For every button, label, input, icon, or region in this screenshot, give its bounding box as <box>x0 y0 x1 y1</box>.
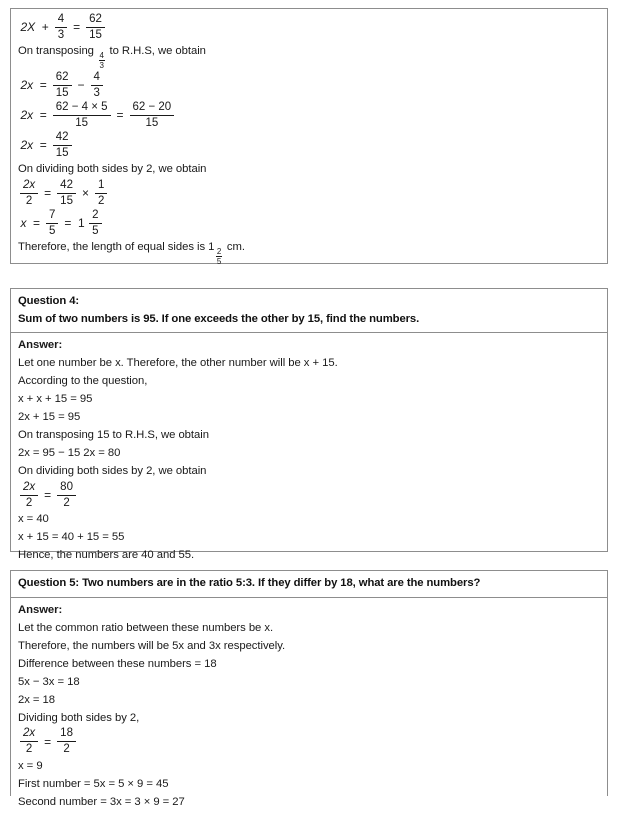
equation-2x-equals-62-minus-4x5-over-15 <box>18 100 601 130</box>
fraction-numerator: 2x <box>23 480 36 493</box>
fraction-numerator: 18 <box>60 727 73 739</box>
fraction-numerator: 62 <box>89 12 102 25</box>
fraction-bar <box>86 27 105 28</box>
fraction <box>53 71 72 100</box>
math-operator: = <box>39 108 47 122</box>
fraction <box>91 71 103 100</box>
fraction-bar <box>89 223 101 224</box>
answer-body-question-5 <box>11 598 607 816</box>
math-operator: − <box>77 78 85 92</box>
step-5x-minus-3x-equals-18: 5x − 3x = 18 <box>18 675 80 688</box>
fraction-denominator: 2 <box>63 496 70 509</box>
fraction-numerator: 42 <box>60 178 73 191</box>
equation-x-equals-7-5-equals-1-and-2-5 <box>18 208 601 238</box>
sentence-text-after: to R.H.S, we obtain <box>106 45 206 57</box>
fraction-bar <box>57 193 76 194</box>
fraction <box>53 101 111 130</box>
dividing-both-sides-by-2-statement: On dividing both sides by 2, we obtain <box>18 163 207 175</box>
transposing-4-3-statement <box>18 42 601 70</box>
fraction <box>89 209 101 238</box>
step-let-one-number-be-x: Let one number be x. Therefore, the other number will be x + 15. <box>18 357 338 369</box>
step-numbers-are-5x-and-3x: Therefore, the numbers will be 5x and 3x respectively. <box>18 639 286 652</box>
math-operator: × <box>81 186 89 200</box>
fraction-bar <box>20 495 38 496</box>
equation-2x-over-2-equals-42-15-times-half <box>18 178 601 208</box>
step-x-equals-9: x = 9 <box>18 759 43 772</box>
fraction-numerator: 4 <box>93 70 100 83</box>
fraction-bar <box>95 193 107 194</box>
math-operator: = <box>44 734 52 749</box>
step-difference-equals-18: Difference between these numbers = 18 <box>18 657 217 670</box>
fraction <box>57 727 76 756</box>
fraction-denominator: 15 <box>55 86 69 99</box>
question-header-line-1: Question 5: Two numbers are in the ratio 5:3. If they differ by 18, what are the numbers? <box>18 577 481 589</box>
equation-2x-over-2-equals-80-over-2 <box>18 480 601 510</box>
fraction-numerator: 62 − 20 <box>132 100 172 113</box>
math-operator: = <box>44 488 52 502</box>
math-operator: = <box>39 78 47 92</box>
fraction-denominator: 2 <box>97 194 105 207</box>
math-operator: = <box>116 108 124 122</box>
answer-label: Answer: <box>18 603 63 616</box>
fraction <box>57 481 76 510</box>
step-according-to-question: According to the question, <box>18 375 148 387</box>
math-operator: = <box>44 186 52 200</box>
fraction-denominator: 15 <box>60 194 73 207</box>
result-second-number: Second number = 3x = 3 × 9 = 27 <box>18 795 185 808</box>
fraction-bar <box>91 85 103 86</box>
answer-body-question-4 <box>11 333 607 569</box>
question-box-question-5 <box>10 570 608 808</box>
math-operator: = <box>39 138 47 152</box>
fraction-numerator: 4 <box>99 51 104 60</box>
fraction-denominator: 2 <box>25 496 33 509</box>
question-box-q3-continuation <box>10 8 608 264</box>
fraction-denominator: 3 <box>99 61 104 70</box>
fraction <box>20 179 38 208</box>
fraction-bar <box>53 85 72 86</box>
fraction <box>130 101 175 130</box>
math-operator: = <box>33 216 41 230</box>
fraction-numerator: 80 <box>60 480 73 493</box>
inline-fraction <box>216 247 222 266</box>
fraction-numerator: 2x <box>23 178 36 191</box>
fraction <box>57 179 76 208</box>
sentence-text-before: On transposing <box>18 45 98 57</box>
fraction <box>86 13 105 42</box>
equation-2x-over-2-equals-18-over-2 <box>18 727 601 757</box>
fraction-denominator: 5 <box>49 224 56 237</box>
equation-2x-plus-4-3-equals-62-15 <box>18 12 601 42</box>
math-operator: = <box>64 216 72 230</box>
step-x-plus-x-plus-15-equals-95: x + x + 15 = 95 <box>18 393 93 405</box>
fraction-bar <box>57 741 76 742</box>
fraction <box>55 13 67 42</box>
step-dividing-both-sides-by-2: On dividing both sides by 2, we obtain <box>18 465 207 477</box>
step-2x-equals-18: 2x = 18 <box>18 693 56 706</box>
sentence-text-after: cm. <box>223 241 245 253</box>
fraction-bar <box>20 741 38 742</box>
inline-fraction <box>99 51 105 70</box>
fraction-numerator: 42 <box>55 130 69 143</box>
math-term: 2x <box>20 108 34 122</box>
math-term: x <box>20 216 27 230</box>
fraction-bar <box>57 495 76 496</box>
fraction-bar <box>130 115 175 116</box>
fraction-bar <box>55 27 67 28</box>
question-box-question-4 <box>10 288 608 561</box>
math-operator: + <box>41 20 49 34</box>
equation-2x-equals-42-15 <box>18 130 601 160</box>
question-4-header <box>11 289 607 333</box>
equation-2x-equals-62-15-minus-4-3 <box>18 70 601 100</box>
fraction-denominator: 5 <box>92 224 99 237</box>
fraction-numerator: 7 <box>49 208 56 221</box>
fraction-denominator: 2 <box>63 743 70 755</box>
fraction-bar <box>20 193 38 194</box>
fraction-denominator: 3 <box>93 86 100 99</box>
fraction-numerator: 62 <box>55 70 69 83</box>
fraction-numerator: 62 − 4 × 5 <box>55 100 108 113</box>
step-let-common-ratio-be-x: Let the common ratio between these numbers be x. <box>18 621 274 634</box>
answer-body-q3-continuation <box>11 9 607 271</box>
fraction-bar <box>53 145 72 146</box>
fraction <box>53 131 72 160</box>
step-x-equals-40: x = 40 <box>18 513 49 525</box>
mixed-whole-number: 1 <box>208 241 215 253</box>
fraction-denominator: 15 <box>75 116 88 129</box>
question-5-header <box>11 571 607 598</box>
fraction-denominator: 3 <box>57 28 65 41</box>
fraction-denominator: 2 <box>25 743 33 755</box>
step-2x-equals-95-minus-15: 2x = 95 − 15 2x = 80 <box>18 447 121 459</box>
math-term: 2x <box>20 138 34 152</box>
fraction-denominator: 15 <box>55 146 69 159</box>
result-first-number: First number = 5x = 5 × 9 = 45 <box>18 777 169 790</box>
step-transposing-15-to-rhs: On transposing 15 to R.H.S, we obtain <box>18 429 209 441</box>
math-term: 2X <box>20 20 36 34</box>
math-term: 1 <box>77 216 85 230</box>
fraction <box>20 481 38 510</box>
fraction-denominator: 15 <box>145 116 159 129</box>
math-operator: = <box>73 20 81 34</box>
fraction <box>20 727 38 756</box>
fraction <box>95 179 107 208</box>
math-term: 2x <box>20 78 34 92</box>
fraction-numerator: 1 <box>97 178 105 191</box>
fraction-bar <box>46 223 58 224</box>
question-header-line-1: Question 4: <box>18 295 80 307</box>
answer-label: Answer: <box>18 339 63 351</box>
sentence-text-before: Therefore, the length of equal sides is <box>18 241 209 253</box>
fraction-denominator: 15 <box>89 28 102 41</box>
fraction-numerator: 2x <box>23 727 36 739</box>
fraction-numerator: 4 <box>57 12 65 25</box>
conclusion-length-of-equal-sides <box>18 238 601 266</box>
fraction-denominator: 5 <box>216 257 222 266</box>
question-header-line-2: Sum of two numbers is 95. If one exceeds the other by 15, find the numbers. <box>18 312 420 325</box>
fraction-bar <box>53 115 111 116</box>
fraction-denominator: 2 <box>25 194 33 207</box>
fraction <box>46 209 58 238</box>
step-dividing-both-sides-by-2: Dividing both sides by 2, <box>18 711 140 724</box>
fraction-numerator: 2 <box>92 208 99 221</box>
fraction-numerator: 2 <box>216 247 222 256</box>
conclusion-numbers-40-and-55: Hence, the numbers are 40 and 55. <box>18 549 195 561</box>
step-2x-plus-15-equals-95: 2x + 15 = 95 <box>18 411 81 423</box>
step-x-plus-15-equals-55: x + 15 = 40 + 15 = 55 <box>18 531 125 543</box>
